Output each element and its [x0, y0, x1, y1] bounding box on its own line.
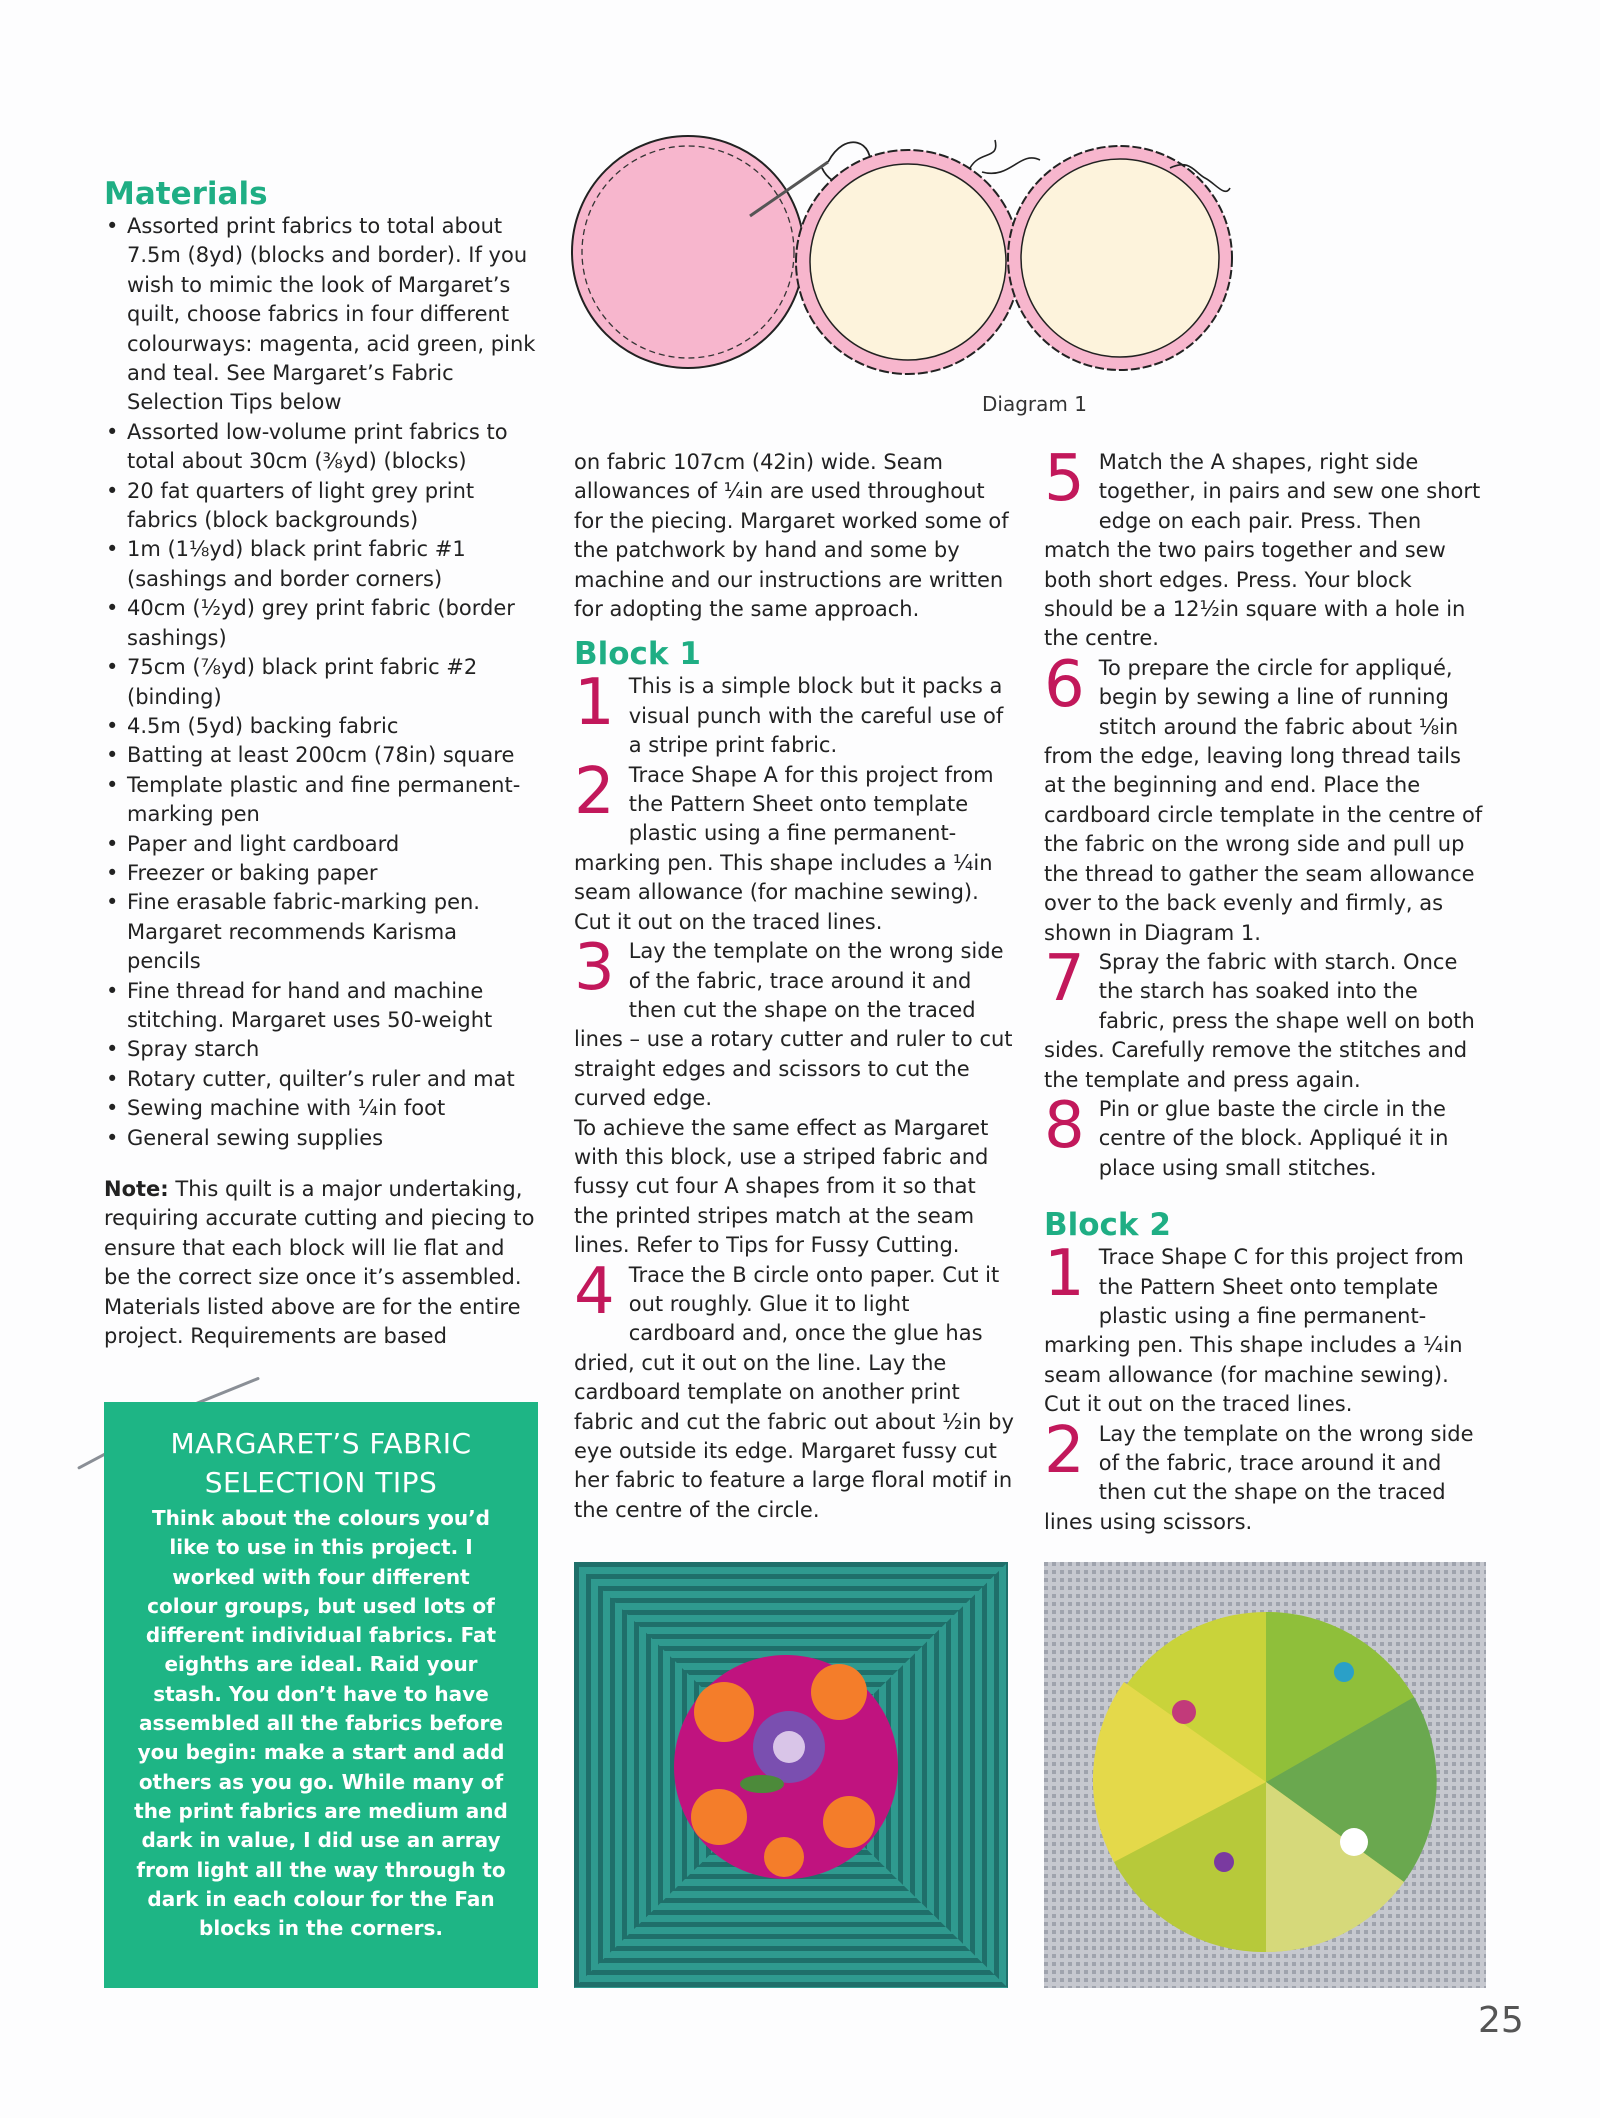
leaf-motif: [740, 1775, 784, 1793]
tips-title-line1: MARGARET’S FABRIC: [170, 1427, 472, 1460]
list-item: • Paper and light cardboard: [104, 830, 536, 859]
step-text: Lay the template on the wrong side of the fabric, trace around it and then cut the shape on the traced lines – use a rotary cutter and ruler to cut straight edges and scissors to cut the curved edge.: [574, 939, 1013, 1111]
diagram-fabric-circle: [572, 136, 804, 368]
block1-step-1: [574, 666, 1014, 760]
tips-body: Think about the colours you’d like to use in this project. I worked with four different colour groups, but used lots of different individual fabrics. Fat eighths are ideal. Raid your stash. You don’t have to have assembled all the fabrics before you begin: make a start and add others as you go. While many of the print fabrics are medium and dark in value, I did use an array from light all the way through to dark in each colour for the Fan blocks in the corners.: [134, 1506, 508, 1941]
step-text: Trace Shape C for this project from the Pattern Sheet onto template plastic using a fine permanent-marking pen. This shape includes a ¼in seam allowance (for machine sewing). Cut it out on the traced lines.: [1044, 1245, 1464, 1417]
list-item: • 1m (1⅛yd) black print fabric #1 (sashings and border corners): [104, 535, 536, 594]
print-dot: [1214, 1852, 1234, 1872]
block1-step-5: [1044, 442, 1486, 654]
list-item: • 20 fat quarters of light grey print fabrics (block backgrounds): [104, 477, 536, 536]
block1-heading: Block 1: [574, 636, 701, 673]
tips-title-line2: SELECTION TIPS: [204, 1466, 438, 1499]
orange-dot: [823, 1796, 875, 1848]
step-text: Trace the B circle onto paper. Cut it out roughly. Glue it to light cardboard and, once the glue has dried, cut it out on the line. Lay the cardboard template on another print fabric and cut the fabric out about ½in by eye outside its edge. Margaret fussy cut her fabric to feature a large floral motif in the centre of the circle.: [574, 1262, 1014, 1522]
list-item: • 4.5m (5yd) backing fabric: [104, 712, 536, 741]
step-number: 3: [574, 931, 615, 1006]
list-item: • Assorted print fabrics to total about 7.5m (8yd) (blocks and border). If you wish to mimic the look of Margaret’s quilt, choose fabrics in four different colourways: magenta, acid green, pink and teal. See Margaret’s Fabric Selection Tips below: [104, 212, 536, 418]
diagram-caption: Diagram 1: [982, 392, 1087, 416]
step-number: 1: [1044, 1237, 1085, 1312]
list-item: • Batting at least 200cm (78in) square: [104, 741, 536, 770]
note-text: This quilt is a major undertaking, requiring accurate cutting and piecing to ensure that each block will lie flat and be the correct size once it’s assembled. Materials listed above are for the entire project. Requirements are based: [104, 1177, 535, 1349]
list-item: • Assorted low-volume print fabrics to total about 30cm (⅜yd) (blocks): [104, 418, 536, 477]
materials-column: [104, 176, 536, 1351]
middle-column: [574, 448, 1014, 1525]
step-text: Pin or glue baste the circle in the centre of the block. Appliqué it in place using small stitches.: [1098, 1096, 1449, 1180]
rose-center: [773, 1731, 805, 1763]
step-number: 6: [1044, 647, 1085, 722]
step-text: Match the A shapes, right side together, in pairs and sew one short edge on each pair. Press. Then match the two pairs together and sew both short edges. Press. Your block should be a 12½in square with a hole in the centre.: [1044, 450, 1481, 651]
materials-heading: Materials: [104, 176, 268, 212]
step-number: 2: [574, 754, 615, 829]
block2-step-2: [1044, 1413, 1486, 1538]
step-text: To prepare the circle for appliqué, begin by sewing a line of running stitch around the fabric about ⅛in from the edge, leaving long thread tails at the beginning and end. Place the cardboard circle template in the centre of the fabric on the wrong side and pull up the thread to gather the seam allowance over to the back evenly and firmly, as shown in Diagram 1.: [1044, 655, 1483, 945]
block2-heading: Block 2: [1044, 1207, 1171, 1244]
list-item: • 40cm (½yd) grey print fabric (border sashings): [104, 594, 536, 653]
orange-dot: [764, 1837, 804, 1877]
block1-photo: [574, 1562, 1008, 1988]
list-item: • Spray starch: [104, 1035, 536, 1064]
diagram-cardboard-template: [810, 164, 1006, 360]
step-text: Lay the template on the wrong side of the fabric, trace around it and then cut the shape on the traced lines using scissors.: [1044, 1421, 1474, 1534]
print-dot: [1340, 1828, 1368, 1856]
diagram-1-circle-3: [1000, 138, 1240, 378]
list-item: • Fine thread for hand and machine stitching. Margaret uses 50-weight: [104, 977, 536, 1036]
step-text: Trace Shape A for this project from the Pattern Sheet onto template plastic using a fine permanent-marking pen. This shape includes a ¼in seam allowance (for machine sewing). Cut it out on the traced lines.: [574, 762, 994, 934]
print-dot: [1172, 1700, 1196, 1724]
block2-step-1: [1044, 1237, 1486, 1419]
step-number: 8: [1044, 1088, 1085, 1163]
list-item: • Sewing machine with ¼in foot: [104, 1094, 536, 1123]
materials-note: [104, 1175, 536, 1351]
list-item: • Template plastic and fine permanent-marking pen: [104, 771, 536, 830]
page-number: 25: [1478, 2000, 1524, 2041]
step-number: 4: [574, 1254, 615, 1329]
orange-dot: [691, 1789, 747, 1845]
fabric-selection-tips-box: [104, 1402, 538, 1988]
circle3-template: [1021, 159, 1219, 357]
print-dot: [1334, 1662, 1354, 1682]
list-item: • Fine erasable fabric-marking pen. Margaret recommends Karisma pencils: [104, 888, 536, 976]
note-label: Note:: [104, 1177, 169, 1201]
list-item: • Freezer or baking paper: [104, 859, 536, 888]
step-text: This is a simple block but it packs a visual punch with the careful use of a stripe print fabric.: [628, 674, 1004, 758]
right-column: [1044, 442, 1486, 1537]
orange-dot: [811, 1664, 867, 1720]
step-number: 2: [1044, 1413, 1085, 1488]
step-text: Spray the fabric with starch. Once the starch has soaked into the fabric, press the shape well on both sides. Carefully remove the stitches and the template and press again.: [1044, 949, 1475, 1092]
block1-fussy-cut-text: To achieve the same effect as Margaret with this block, use a striped fabric and fussy cut four A shapes from it so that the printed stripes match at the seam lines. Refer to Tips for Fussy Cutting.: [574, 1115, 989, 1258]
orange-dot: [694, 1682, 754, 1742]
block1-step-8: [1044, 1088, 1486, 1183]
step-number: 5: [1044, 442, 1085, 516]
block1-step-3: [574, 931, 1014, 1113]
block1-step-4: [574, 1254, 1014, 1526]
list-item: • Rotary cutter, quilter’s ruler and mat: [104, 1065, 536, 1094]
step-number: 1: [574, 666, 615, 741]
block1-step-2: [574, 754, 1014, 937]
block1-step-6: [1044, 647, 1486, 948]
intro-text: on fabric 107cm (42in) wide. Seam allowances of ¼in are used throughout for the piecing. Margaret worked some of the patchwork by hand and some by machine and our instructions are written for adopting the same approach.: [574, 450, 1009, 622]
block2-photo: [1044, 1562, 1486, 1988]
materials-list: [104, 212, 536, 1153]
block1-step-7: [1044, 941, 1486, 1095]
list-item: • General sewing supplies: [104, 1124, 536, 1153]
list-item: • 75cm (⅞yd) black print fabric #2 (binding): [104, 653, 536, 712]
step-number: 7: [1044, 941, 1085, 1016]
